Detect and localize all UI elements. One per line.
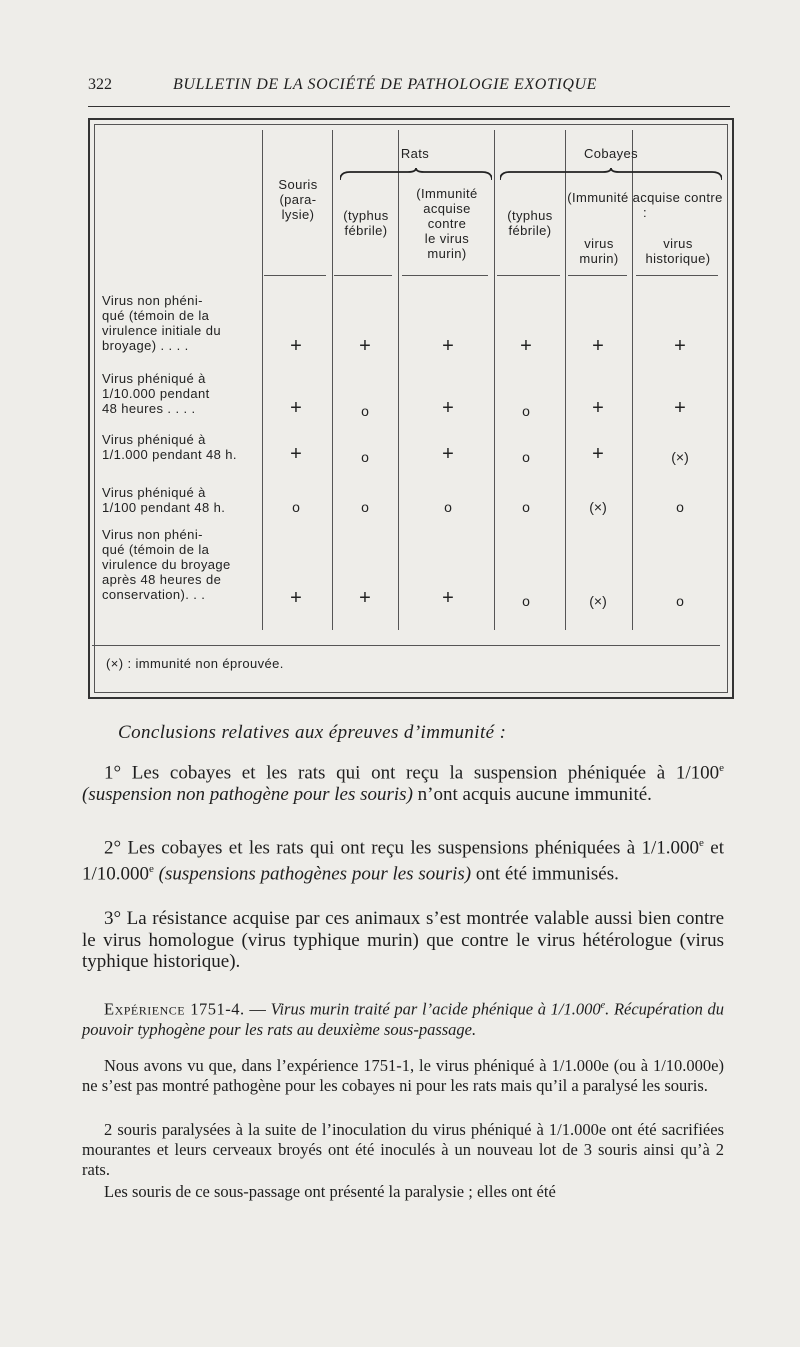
table-cell: o: [522, 499, 530, 515]
table-cell: +: [442, 443, 454, 465]
header-underline: [402, 275, 488, 276]
rats-brace: [340, 168, 492, 182]
table-cell: o: [676, 593, 684, 609]
header-underline: [568, 275, 627, 276]
table-cell: +: [592, 397, 604, 419]
table-cell: o: [361, 499, 369, 515]
row-label: Virus non phéni- qué (témoin de la virulence du broyage après 48 heures de conservation). . .: [102, 527, 231, 602]
table-cell: o: [292, 499, 300, 515]
table-body-bottom-rule: [92, 645, 720, 646]
experience-paragraph-2: 2 souris paralysées à la suite de l’inoculation du virus phéniqué à 1/1.000e ont été sacrifiées mourantes et leurs cerveaux broyés ont été inoculés à un nouveau lot de 3 souris ainsi qu’à 2 rats.: [82, 1120, 724, 1179]
table-cell: +: [290, 397, 302, 419]
table-cell: +: [520, 335, 532, 357]
conclusion-paragraph-2: 2° Les cobayes et les rats qui ont reçu les suspensions phéniquées à 1/1.000e et 1/10.000e (suspensions pathogènes pour les souris) ont été immunisés.: [82, 837, 725, 885]
table-cell: o: [361, 403, 369, 419]
cobayes-brace: [500, 168, 722, 182]
header-underline: [636, 275, 718, 276]
table-cell: o: [522, 593, 530, 609]
table-cell: (×): [671, 449, 689, 465]
table-cell: o: [676, 499, 684, 515]
header-underline: [497, 275, 560, 276]
row-label: Virus phéniqué à 1/100 pendant 48 h.: [102, 485, 226, 515]
table-cell: +: [442, 335, 454, 357]
conclusions-title: Conclusions relatives aux épreuves d’immunité :: [118, 722, 507, 743]
table-cell: +: [442, 587, 454, 609]
group-label-cobayes: Cobayes: [583, 146, 639, 161]
table-cell: +: [290, 443, 302, 465]
column-header-cobayes-immunite: (Immunité acquise contre :: [567, 190, 723, 220]
table-cell: +: [359, 335, 371, 357]
conclusion-paragraph-3: 3° La résistance acquise par ces animaux s’est montrée valable aussi bien contre le virus homologue (virus typhique murin) que contre le virus hétérologue (virus typhique historique).: [82, 908, 724, 972]
experience-paragraph-1: Nous avons vu que, dans l’expérience 1751-1, le virus phéniqué à 1/1.000e (ou à 1/10.000e) ne s’est pas montré pathogène pour les cobayes ni pour les rats mais qu’il a paralysé les souris.: [82, 1056, 724, 1095]
column-header-souris: Souris (para- lysie): [278, 177, 318, 222]
table-cell: +: [359, 587, 371, 609]
table-cell: o: [361, 449, 369, 465]
row-label: Virus phéniqué à 1/1.000 pendant 48 h.: [102, 432, 237, 462]
experience-paragraph-3: Les souris de ce sous-passage ont présenté la paralysie ; elles ont été: [104, 1182, 556, 1201]
table-cell: o: [522, 449, 530, 465]
table-cell: o: [522, 403, 530, 419]
table-footnote: (×) : immunité non éprouvée.: [106, 656, 284, 671]
table-cell: +: [592, 335, 604, 357]
table-cell: o: [444, 499, 452, 515]
column-header-virus-historique: virus historique): [645, 236, 711, 266]
table-cell: +: [442, 397, 454, 419]
journal-title: BULLETIN DE LA SOCIÉTÉ DE PATHOLOGIE EXOTIQUE: [173, 76, 598, 93]
table-cell: +: [674, 335, 686, 357]
column-header-cobayes-typhus: (typhus fébrile): [507, 208, 553, 238]
table-cell: +: [592, 443, 604, 465]
table-cell: +: [290, 587, 302, 609]
column-header-virus-murin: virus murin): [579, 236, 619, 266]
table-cell: (×): [589, 593, 607, 609]
column-header-rats-immunite: (Immunité acquise contre le virus murin): [416, 186, 478, 261]
group-label-rats: Rats: [400, 146, 430, 161]
table-cell: +: [290, 335, 302, 357]
conclusion-paragraph-1: 1° Les cobayes et les rats qui ont reçu la suspension phéniquée à 1/100e (suspension non pathogène pour les souris) n’ont acquis aucune immunité.: [82, 762, 724, 805]
table-cell: +: [674, 397, 686, 419]
table-cell: (×): [589, 499, 607, 515]
row-label: Virus phéniqué à 1/10.000 pendant 48 heures . . . .: [102, 371, 210, 416]
page-number: 322: [88, 76, 112, 93]
header-underline: [264, 275, 326, 276]
column-header-rats-typhus: (typhus fébrile): [343, 208, 389, 238]
row-label: Virus non phéni- qué (témoin de la virulence initiale du broyage) . . . .: [102, 293, 221, 353]
experience-heading: Expérience 1751-4. — Virus murin traité par l’acide phénique à 1/1.000e. Récupération du pouvoir typhogène pour les rats au deuxième sous-passage.: [82, 999, 725, 1039]
header-underline: [334, 275, 392, 276]
